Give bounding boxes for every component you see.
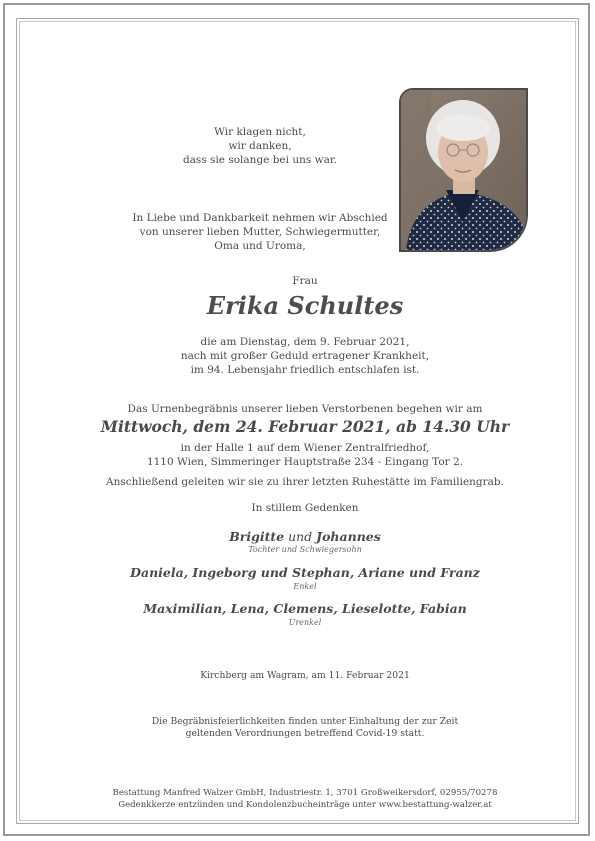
footer-line: Bestattung Manfred Walzer GmbH, Industriestr. 1, 3701 Großweikersdorf, 02955/70278 xyxy=(112,788,498,798)
intro-line: In Liebe und Dankbarkeit nehmen wir Abschied xyxy=(132,212,388,224)
intro-line: Oma und Uroma, xyxy=(214,240,306,252)
location-line: 1110 Wien, Simmeringer Hauptstraße 234 - Eingang Tor 2. xyxy=(146,456,464,468)
footer-line: Gedenkkerze entzünden und Kondolenzbucheinträge unter www.bestattung-walzer.at xyxy=(118,800,492,810)
child-name: Johannes xyxy=(316,529,381,544)
funeral-location xyxy=(60,441,550,469)
poem-line: dass sie solange bei uns war. xyxy=(182,154,338,166)
funeral-final: Anschließend geleiten wir sie zu ihrer letzten Ruhestätte im Familiengrab. xyxy=(105,476,504,488)
death-line: die am Dienstag, dem 9. Februar 2021, xyxy=(200,336,410,348)
poem xyxy=(80,125,440,167)
great-grandchildren-role: Urenkel xyxy=(288,618,322,627)
deceased-name: Erika Schultes xyxy=(206,291,404,320)
covid-line: geltenden Verordnungen betreffend Covid-19 statt. xyxy=(185,728,425,739)
footer xyxy=(60,787,550,811)
intro-line: von unserer lieben Mutter, Schwiegermutter, xyxy=(139,226,381,238)
place-date: Kirchberg am Wagram, am 11. Februar 2021 xyxy=(200,670,410,681)
covid-line: Die Begräbnisfeierlichkeiten finden unter Einhaltung der zur Zeit xyxy=(151,716,459,727)
great-grandchildren: Maximilian, Lena, Clemens, Lieselotte, Fabian xyxy=(143,601,467,616)
children-and: und xyxy=(288,529,313,544)
death-line: nach mit großer Geduld ertragener Krankheit, xyxy=(180,350,430,362)
grandchildren: Daniela, Ingeborg und Stephan, Ariane und Franz xyxy=(130,565,480,580)
children-role: Tochter und Schwiegersohn xyxy=(248,545,362,554)
death-notice xyxy=(60,335,550,377)
grandchildren-role: Enkel xyxy=(293,582,317,591)
funeral-intro: Das Urnenbegräbnis unserer lieben Verstorbenen begehen wir am xyxy=(127,403,483,415)
death-line: im 94. Lebensjahr friedlich entschlafen ist. xyxy=(190,364,420,376)
salutation: Frau xyxy=(292,275,318,287)
location-line: in der Halle 1 auf dem Wiener Zentralfriedhof, xyxy=(180,442,430,454)
farewell-intro xyxy=(80,211,440,253)
funeral-date: Mittwoch, dem 24. Februar 2021, ab 14.30 Uhr xyxy=(100,417,510,436)
poem-line: Wir klagen nicht, xyxy=(214,126,306,138)
child-name: Brigitte xyxy=(229,529,285,544)
children xyxy=(60,529,550,545)
poem-line: wir danken, xyxy=(228,140,292,152)
memory-line: In stillem Gedenken xyxy=(251,502,359,514)
covid-note xyxy=(60,716,550,740)
